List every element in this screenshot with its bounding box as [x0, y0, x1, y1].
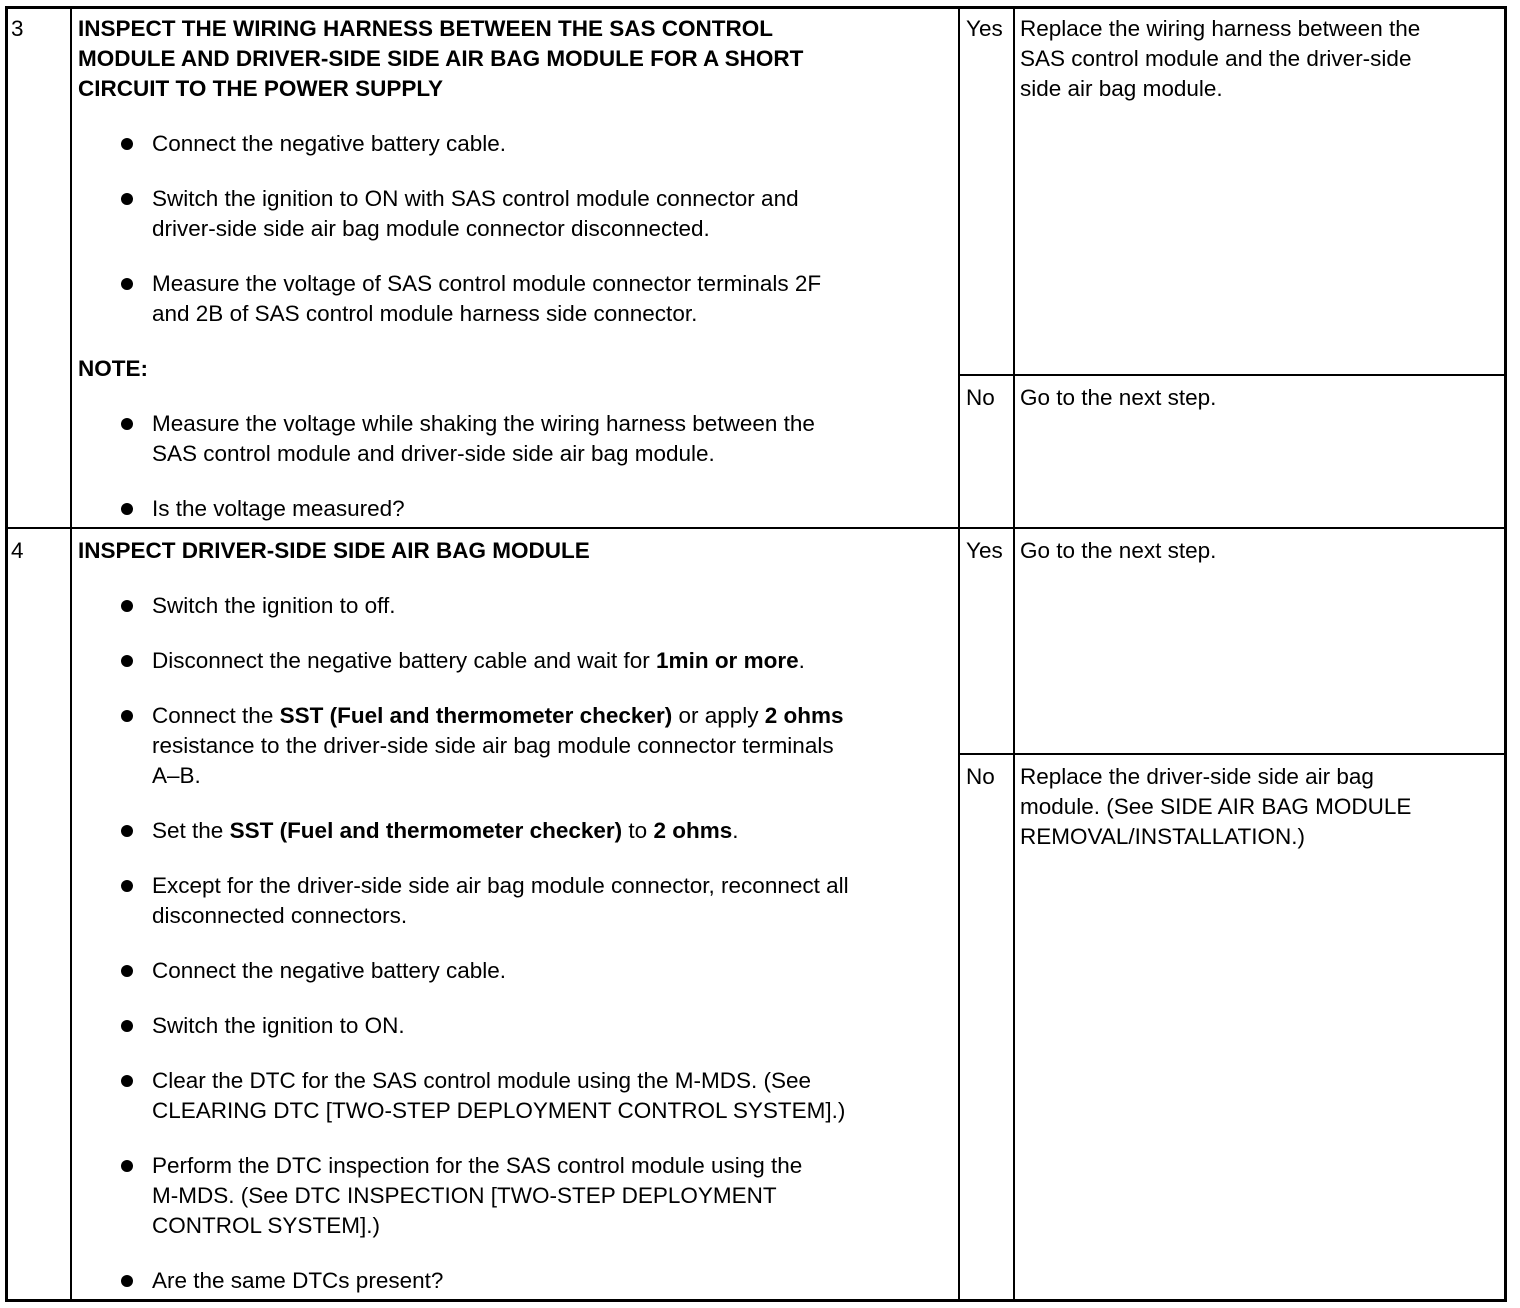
- row3-yes-no-divider: [958, 374, 1507, 376]
- result-yes-action: SAS control module and the driver-side: [1020, 46, 1412, 71]
- step-title: CIRCUIT TO THE POWER SUPPLY: [78, 76, 444, 101]
- procedure-item: Perform the DTC inspection for the SAS control module using the: [152, 1153, 803, 1178]
- procedure-item: resistance to the driver-side side air bag module connector terminals: [152, 733, 834, 758]
- note-item: Measure the voltage while shaking the wiring harness between the: [152, 411, 815, 436]
- note-label: NOTE:: [78, 356, 148, 381]
- bullet-icon: [121, 600, 133, 612]
- bullet-icon: [121, 880, 133, 892]
- result-yes-action: side air bag module.: [1020, 76, 1223, 101]
- result-yes-label: Yes: [966, 538, 1003, 563]
- bullet-icon: [121, 710, 133, 722]
- result-no-label: No: [966, 764, 995, 789]
- bullet-icon: [121, 1075, 133, 1087]
- procedure-item: Switch the ignition to ON.: [152, 1013, 405, 1038]
- bullet-icon: [121, 1160, 133, 1172]
- procedure-item: CONTROL SYSTEM].): [152, 1213, 380, 1238]
- procedure-item: CLEARING DTC [TWO-STEP DEPLOYMENT CONTROL SYSTEM].): [152, 1098, 846, 1123]
- step-number: 3: [11, 16, 24, 41]
- step-title: INSPECT THE WIRING HARNESS BETWEEN THE SAS CONTROL: [78, 16, 774, 41]
- column-divider-result: [1013, 6, 1015, 1302]
- procedure-item: Switch the ignition to ON with SAS control module connector and: [152, 186, 799, 211]
- row4-yes-no-divider: [958, 753, 1507, 755]
- procedure-item: Except for the driver-side side air bag module connector, reconnect all: [152, 873, 849, 898]
- procedure-item: Disconnect the negative battery cable and wait for 1min or more.: [152, 648, 805, 673]
- result-no-action: Go to the next step.: [1020, 385, 1217, 410]
- bullet-icon: [121, 503, 133, 515]
- bullet-icon: [121, 418, 133, 430]
- result-no-label: No: [966, 385, 995, 410]
- bullet-icon: [121, 278, 133, 290]
- procedure-item: Set the SST (Fuel and thermometer checker) to 2 ohms.: [152, 818, 739, 843]
- row-divider: [5, 527, 1507, 529]
- procedure-item: Connect the negative battery cable.: [152, 131, 506, 156]
- note-item: Is the voltage measured?: [152, 496, 405, 521]
- result-no-action: Replace the driver-side side air bag: [1020, 764, 1374, 789]
- result-yes-action: Replace the wiring harness between the: [1020, 16, 1421, 41]
- procedure-item: Clear the DTC for the SAS control module using the M-MDS. (See: [152, 1068, 812, 1093]
- bullet-icon: [121, 825, 133, 837]
- bullet-icon: [121, 965, 133, 977]
- procedure-item: disconnected connectors.: [152, 903, 408, 928]
- result-yes-label: Yes: [966, 16, 1003, 41]
- step-number: 4: [11, 538, 24, 563]
- bullet-icon: [121, 138, 133, 150]
- step-title: INSPECT DRIVER-SIDE SIDE AIR BAG MODULE: [78, 538, 590, 563]
- procedure-item: and 2B of SAS control module harness side connector.: [152, 301, 698, 326]
- procedure-item: Measure the voltage of SAS control module connector terminals 2F: [152, 271, 822, 296]
- column-divider-step: [70, 6, 72, 1302]
- column-divider-action: [958, 6, 960, 1302]
- procedure-item: Connect the SST (Fuel and thermometer checker) or apply 2 ohms: [152, 703, 844, 728]
- procedure-item: Are the same DTCs present?: [152, 1268, 444, 1293]
- result-yes-action: Go to the next step.: [1020, 538, 1217, 563]
- result-no-action: module. (See SIDE AIR BAG MODULE: [1020, 794, 1412, 819]
- bullet-icon: [121, 1020, 133, 1032]
- result-no-action: REMOVAL/INSTALLATION.): [1020, 824, 1306, 849]
- procedure-item: M-MDS. (See DTC INSPECTION [TWO-STEP DEPLOYMENT: [152, 1183, 777, 1208]
- bullet-icon: [121, 1275, 133, 1287]
- note-item: SAS control module and driver-side side air bag module.: [152, 441, 715, 466]
- procedure-item: Connect the negative battery cable.: [152, 958, 506, 983]
- procedure-item: A–B.: [152, 763, 201, 788]
- step-title: MODULE AND DRIVER-SIDE SIDE AIR BAG MODULE FOR A SHORT: [78, 46, 804, 71]
- procedure-item: Switch the ignition to off.: [152, 593, 396, 618]
- procedure-item: driver-side side air bag module connector disconnected.: [152, 216, 710, 241]
- bullet-icon: [121, 193, 133, 205]
- bullet-icon: [121, 655, 133, 667]
